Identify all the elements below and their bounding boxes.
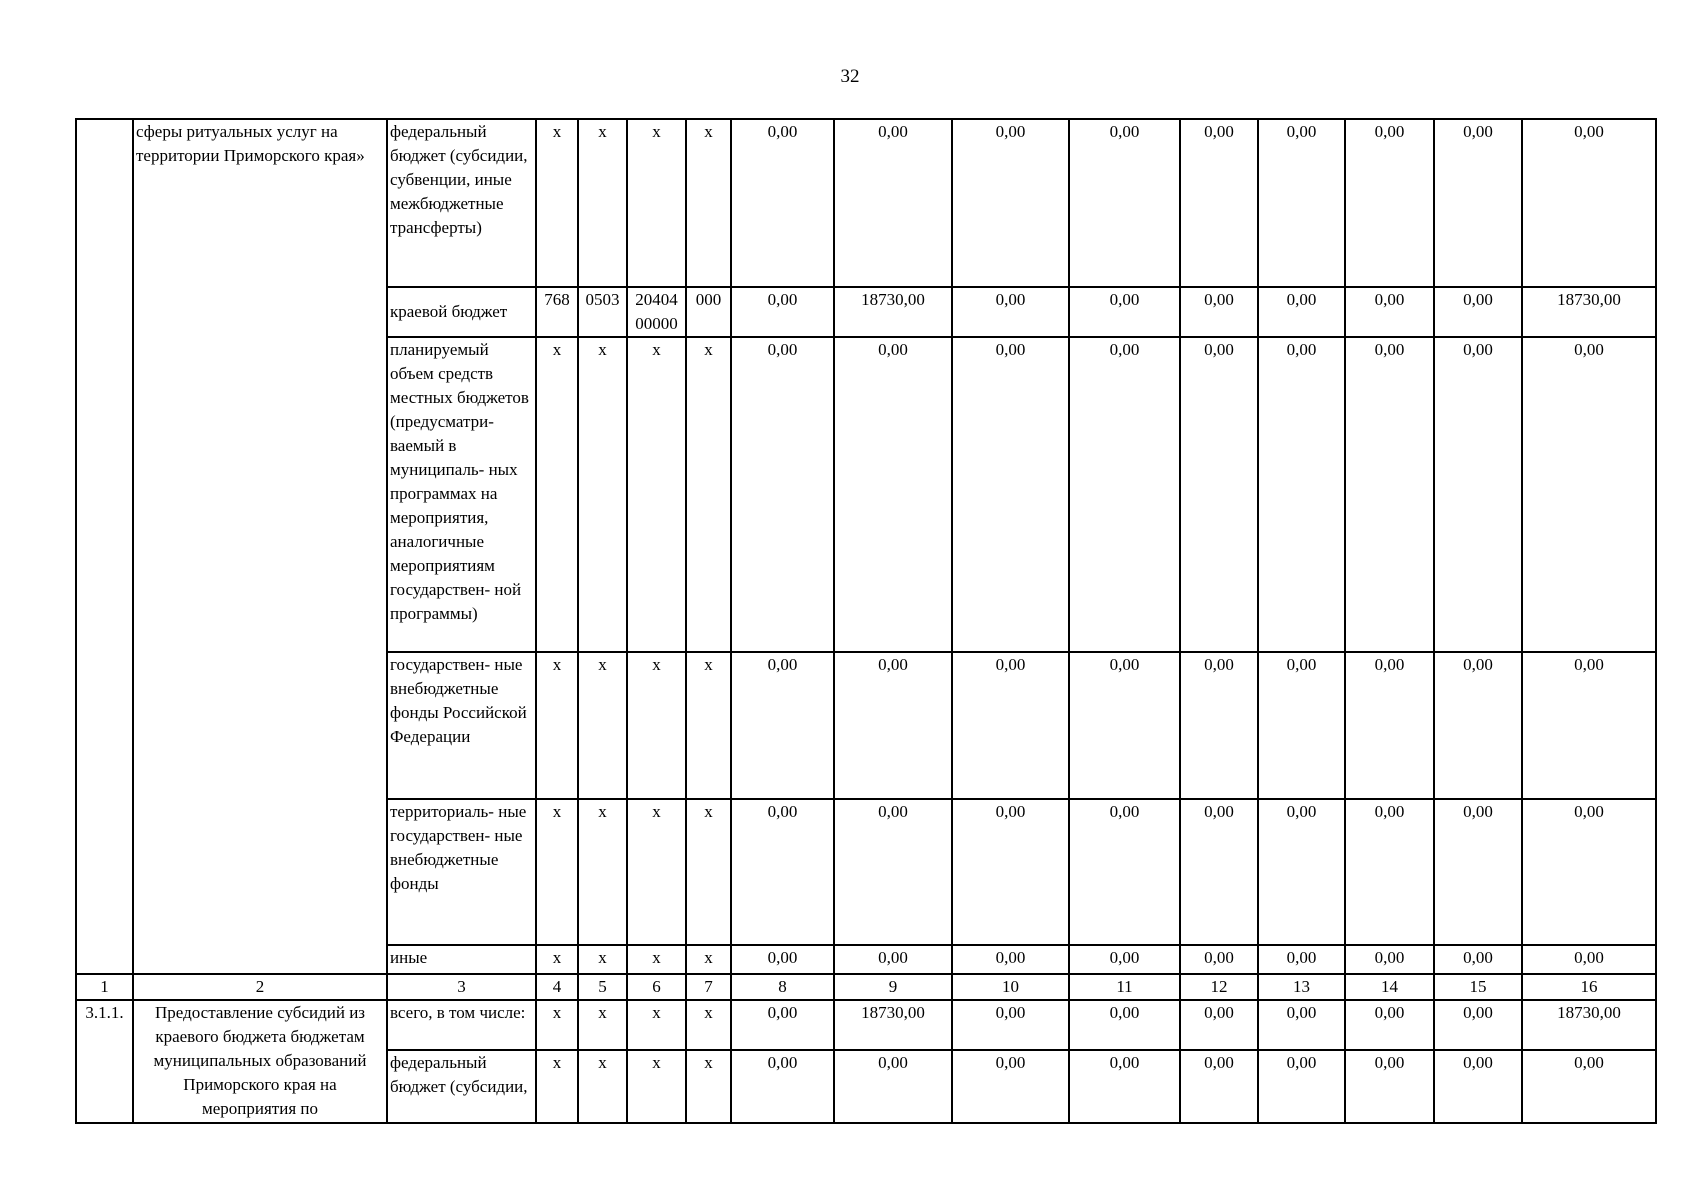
grbs-code: x	[536, 1000, 578, 1050]
column-number: 14	[1345, 974, 1434, 1000]
value-cell: 0,00	[1180, 945, 1258, 974]
vr-code: 000	[686, 287, 731, 337]
value-cell: 0,00	[1522, 1050, 1656, 1123]
rzpr-code: x	[578, 1000, 627, 1050]
value-cell: 0,00	[731, 119, 834, 287]
value-cell: 0,00	[952, 287, 1069, 337]
funding-source: иные	[387, 945, 536, 974]
vr-code: x	[686, 799, 731, 945]
value-cell: 0,00	[1522, 652, 1656, 799]
value-cell: 0,00	[834, 799, 952, 945]
column-number: 1	[76, 974, 133, 1000]
value-cell: 0,00	[1522, 799, 1656, 945]
column-number: 2	[133, 974, 387, 1000]
vr-code: x	[686, 337, 731, 652]
vr-code: x	[686, 1050, 731, 1123]
value-cell: 0,00	[1069, 119, 1180, 287]
grbs-code: x	[536, 337, 578, 652]
value-cell: 0,00	[834, 337, 952, 652]
value-cell: 0,00	[1345, 119, 1434, 287]
column-number-row	[76, 974, 1656, 1000]
vr-code: x	[686, 1000, 731, 1050]
rzpr-code: x	[578, 945, 627, 974]
funding-source: планируемый объем средств местных бюджетов (предусматри- ваемый в муниципаль- ных программах на мероприятия, аналогичные мероприятиям государствен- ной программы)	[387, 337, 536, 652]
rzpr-code: x	[578, 1050, 627, 1123]
csr-code: x	[627, 945, 686, 974]
value-cell: 0,00	[1258, 1050, 1345, 1123]
column-number: 9	[834, 974, 952, 1000]
value-cell: 0,00	[1434, 1050, 1522, 1123]
value-cell: 0,00	[1258, 1000, 1345, 1050]
value-cell: 0,00	[834, 945, 952, 974]
value-cell: 0,00	[1434, 337, 1522, 652]
value-cell: 0,00	[731, 1050, 834, 1123]
column-number: 4	[536, 974, 578, 1000]
value-cell: 0,00	[1345, 287, 1434, 337]
value-cell: 18730,00	[834, 1000, 952, 1050]
csr-code: 20404 00000	[627, 287, 686, 337]
value-cell: 0,00	[1258, 119, 1345, 287]
csr-code: x	[627, 652, 686, 799]
column-number: 13	[1258, 974, 1345, 1000]
activity-description: сферы ритуальных услуг на территории Приморского края»	[133, 119, 387, 974]
value-cell: 0,00	[1522, 945, 1656, 974]
value-cell: 0,00	[834, 652, 952, 799]
rzpr-code: 0503	[578, 287, 627, 337]
vr-code: x	[686, 652, 731, 799]
value-cell: 0,00	[731, 945, 834, 974]
csr-code: x	[627, 799, 686, 945]
value-cell: 0,00	[952, 1050, 1069, 1123]
page-number: 32	[840, 66, 860, 87]
column-number: 16	[1522, 974, 1656, 1000]
column-number: 12	[1180, 974, 1258, 1000]
value-cell: 0,00	[731, 799, 834, 945]
value-cell: 0,00	[834, 119, 952, 287]
funding-source: государствен- ные внебюджетные фонды Российской Федерации	[387, 652, 536, 799]
vr-code: x	[686, 945, 731, 974]
value-cell: 0,00	[731, 1000, 834, 1050]
value-cell: 0,00	[834, 1050, 952, 1123]
rzpr-code: x	[578, 337, 627, 652]
value-cell: 0,00	[1258, 945, 1345, 974]
value-cell: 0,00	[1180, 1050, 1258, 1123]
value-cell: 0,00	[1258, 652, 1345, 799]
column-number: 8	[731, 974, 834, 1000]
value-cell: 0,00	[952, 337, 1069, 652]
value-cell: 0,00	[1069, 652, 1180, 799]
value-cell: 0,00	[1258, 799, 1345, 945]
value-cell: 0,00	[1434, 119, 1522, 287]
value-cell: 0,00	[1180, 652, 1258, 799]
value-cell: 0,00	[1180, 287, 1258, 337]
value-cell: 0,00	[1345, 337, 1434, 652]
value-cell: 0,00	[1434, 1000, 1522, 1050]
rzpr-code: x	[578, 119, 627, 287]
rzpr-code: x	[578, 799, 627, 945]
value-cell: 0,00	[1258, 337, 1345, 652]
column-number: 5	[578, 974, 627, 1000]
column-number: 10	[952, 974, 1069, 1000]
funding-source: всего, в том числе:	[387, 1000, 536, 1050]
column-number: 3	[387, 974, 536, 1000]
activity-description: Предоставление субсидий из краевого бюджета бюджетам муниципальных образований Приморского края на мероприятия по	[133, 1000, 387, 1123]
grbs-code: x	[536, 945, 578, 974]
value-cell: 0,00	[1434, 945, 1522, 974]
value-cell: 0,00	[1434, 652, 1522, 799]
value-cell: 18730,00	[834, 287, 952, 337]
column-number: 15	[1434, 974, 1522, 1000]
value-cell: 0,00	[1522, 119, 1656, 287]
value-cell: 0,00	[952, 799, 1069, 945]
value-cell: 0,00	[1258, 287, 1345, 337]
value-cell: 0,00	[731, 337, 834, 652]
value-cell: 0,00	[1069, 287, 1180, 337]
value-cell: 0,00	[952, 945, 1069, 974]
grbs-code: x	[536, 652, 578, 799]
value-cell: 0,00	[731, 652, 834, 799]
value-cell: 0,00	[1345, 652, 1434, 799]
column-number: 7	[686, 974, 731, 1000]
value-cell: 0,00	[1180, 1000, 1258, 1050]
row-number-cell	[76, 119, 133, 974]
value-cell: 0,00	[1180, 119, 1258, 287]
value-cell: 0,00	[1345, 1050, 1434, 1123]
table-row	[76, 1000, 1656, 1050]
grbs-code: x	[536, 1050, 578, 1123]
funding-source: федеральный бюджет (субсидии,	[387, 1050, 536, 1123]
column-number: 11	[1069, 974, 1180, 1000]
value-cell: 0,00	[1069, 1000, 1180, 1050]
grbs-code: 768	[536, 287, 578, 337]
rzpr-code: x	[578, 652, 627, 799]
grbs-code: x	[536, 799, 578, 945]
value-cell: 0,00	[952, 652, 1069, 799]
value-cell: 18730,00	[1522, 287, 1656, 337]
value-cell: 18730,00	[1522, 1000, 1656, 1050]
value-cell: 0,00	[1345, 1000, 1434, 1050]
value-cell: 0,00	[1434, 287, 1522, 337]
table-row	[76, 119, 1656, 287]
funding-source: федеральный бюджет (субсидии, субвенции, иные межбюджетные трансферты)	[387, 119, 536, 287]
value-cell: 0,00	[1345, 799, 1434, 945]
value-cell: 0,00	[1180, 799, 1258, 945]
funding-source: краевой бюджет	[387, 287, 536, 337]
vr-code: x	[686, 119, 731, 287]
value-cell: 0,00	[1180, 337, 1258, 652]
value-cell: 0,00	[1345, 945, 1434, 974]
value-cell: 0,00	[952, 1000, 1069, 1050]
csr-code: x	[627, 119, 686, 287]
grbs-code: x	[536, 119, 578, 287]
csr-code: x	[627, 1000, 686, 1050]
value-cell: 0,00	[731, 287, 834, 337]
value-cell: 0,00	[1069, 945, 1180, 974]
value-cell: 0,00	[1434, 799, 1522, 945]
value-cell: 0,00	[1069, 337, 1180, 652]
funding-source: территориаль- ные государствен- ные внебюджетные фонды	[387, 799, 536, 945]
column-number: 6	[627, 974, 686, 1000]
row-number-cell: 3.1.1.	[76, 1000, 133, 1123]
budget-table	[75, 118, 1657, 1124]
csr-code: x	[627, 337, 686, 652]
value-cell: 0,00	[1069, 799, 1180, 945]
value-cell: 0,00	[1522, 337, 1656, 652]
value-cell: 0,00	[1069, 1050, 1180, 1123]
csr-code: x	[627, 1050, 686, 1123]
value-cell: 0,00	[952, 119, 1069, 287]
